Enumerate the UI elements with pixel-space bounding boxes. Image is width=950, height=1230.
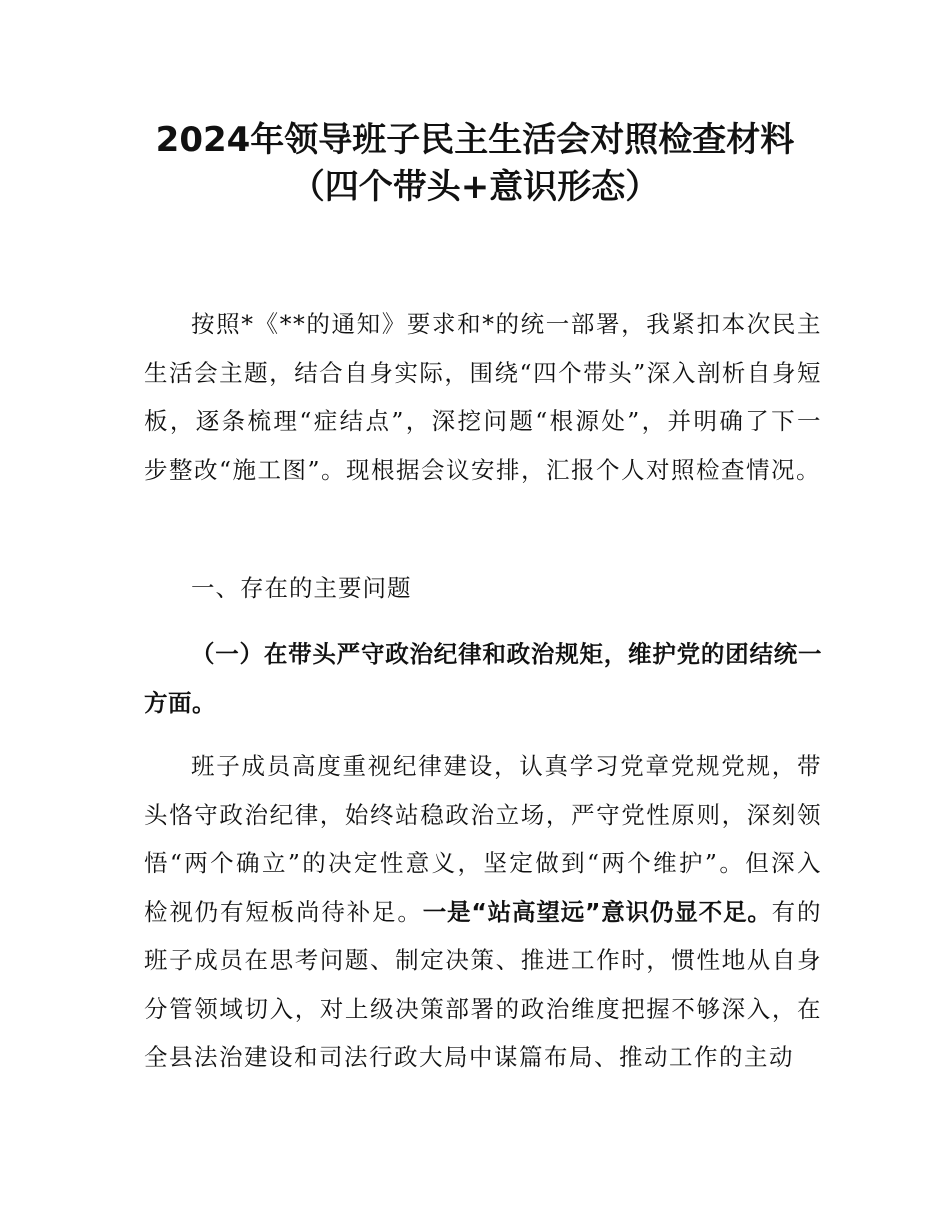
intro-paragraph: 按照*《**的通知》要求和*的统一部署，我紧扣本次民主生活会主题，结合自身实际，围绕“四个带头”深入剖析自身短板，逐条梳理“症结点”，深挖问题“根源处”，并明确了下一步整改“施工图”。现根据会议安排，汇报个人对照检查情况。 bbox=[144, 310, 822, 484]
body-text-bold-point: 一是“站高望远”意识仍显不足。 bbox=[422, 897, 772, 926]
section-heading-main-problems: 一、存在的主要问题 bbox=[191, 574, 412, 602]
document-title-line2: （四个带头+意识形态） bbox=[290, 167, 660, 207]
body-paragraph-political-discipline bbox=[144, 742, 822, 1082]
body-text-part1: 班子成员高度重视纪律建设，认真学习党章党规党规，带头恪守政治纪律，始终站稳政治立场，严守党性原则，深刻领悟“两个确立”的决定性意义，坚定做到“两个维护”。但深入检视仍有短板尚待补足。 bbox=[144, 752, 822, 926]
document-title-line1: 2024年领导班子民主生活会对照检查材料 bbox=[155, 120, 795, 160]
subsection-heading-political-discipline: （一）在带头严守政治纪律和政治规矩，维护党的团结统一方面。 bbox=[144, 640, 822, 717]
body-text-part2: 有的班子成员在思考问题、制定决策、推进工作时，惯性地从自身分管领域切入，对上级决策部署的政治维度把握不够深入，在全县法治建设和司法行政大局中谋篇布局、推动工作的主动 bbox=[144, 897, 823, 1071]
